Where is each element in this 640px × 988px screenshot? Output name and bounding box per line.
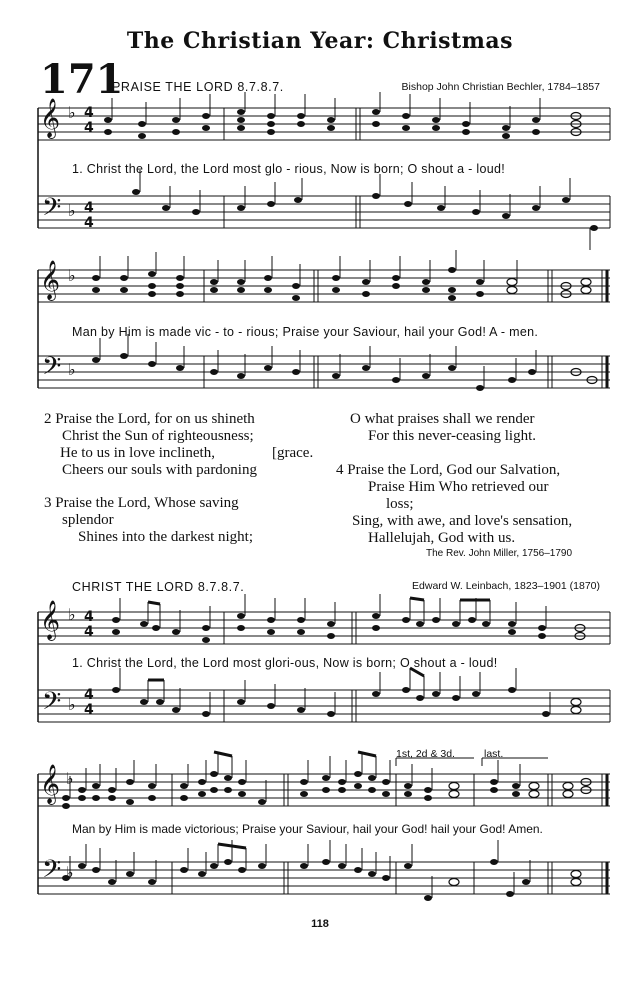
time-signature-upper: 4 [84, 105, 94, 121]
key-signature-flat-icon: ♭ [68, 605, 76, 624]
translator-credit: The Rev. John Miller, 1756–1790 [426, 548, 573, 559]
key-signature-flat-icon: ♭ [66, 769, 74, 788]
time-signature-lower: 4 [84, 624, 94, 640]
time-signature-upper: 4 [84, 609, 94, 625]
treble-clef-icon: 𝄞 [40, 764, 61, 804]
key-signature-flat-icon: ♭ [68, 266, 76, 285]
ending-label-last: last. [484, 748, 504, 760]
key-signature-flat-icon: ♭ [66, 863, 74, 882]
verse-3-line-2: splendor [62, 512, 114, 528]
verse-2-line-1: 2 Praise the Lord, for on us shineth [44, 411, 255, 427]
verse-3-line-1: 3 Praise the Lord, Whose saving [44, 495, 239, 511]
key-signature-flat-icon: ♭ [68, 201, 76, 220]
verse-4-line-1: 4 Praise the Lord, God our Salvation, [336, 462, 561, 478]
bass-clef-icon: 𝄢 [42, 193, 62, 228]
lyric-line-4: Man by Him is made victorious; Praise your Saviour, hail your God! hail your God! Amen. [72, 822, 543, 836]
key-signature-flat-icon: ♭ [68, 103, 76, 122]
verse-2-line-2: Christ the Sun of righteousness; [62, 428, 254, 444]
bass-clef-icon: 𝄢 [42, 855, 62, 890]
time-signature-upper-bass: 4 [84, 200, 94, 216]
verse-2-grace: [grace. [272, 445, 314, 461]
verse-2-line-3: He to us in love inclineth, [60, 445, 215, 461]
author-credit: Bishop John Christian Bechler, 1784–1857 [401, 81, 600, 93]
lyric-line-1: 1. Christ the Lord, the Lord most glo - rious, Now is born; O shout a - loud! [72, 162, 506, 176]
verse-4-line-4: Sing, with awe, and love's sensation, [352, 513, 573, 529]
tune-name: PRAISE THE LORD 8.7.8.7. [112, 80, 284, 94]
bass-clef-icon: 𝄢 [42, 352, 62, 387]
treble-clef-icon: 𝄞 [40, 600, 61, 640]
time-signature-upper-bass: 4 [84, 687, 94, 703]
verse-2 [44, 411, 257, 479]
verse-right-line-1: O what praises shall we render [350, 411, 535, 427]
composer-credit: Edward W. Leinbach, 1823–1901 (1870) [412, 580, 600, 592]
bass-clef-icon: 𝄢 [42, 687, 62, 722]
verse-2-continued [350, 411, 536, 445]
treble-clef-icon: 𝄞 [40, 260, 61, 300]
treble-clef-icon: 𝄞 [40, 98, 61, 138]
verse-4-line-5: Hallelujah, God with us. [368, 530, 516, 546]
verse-3 [44, 495, 253, 546]
tune-name: CHRIST THE LORD 8.7.8.7. [72, 580, 245, 594]
verse-right-line-2: For this never-ceasing light. [368, 428, 536, 444]
ending-label-first: 1st, 2d & 3d. [396, 748, 455, 760]
page-number: 118 [311, 918, 329, 930]
verse-4-line-3: loss; [386, 496, 414, 512]
page-title: The Christian Year: Christmas [126, 28, 514, 54]
verse-2-line-4: Cheers our souls with pardoning [62, 462, 257, 478]
verse-4-line-2: Praise Him Who retrieved our [368, 479, 549, 495]
hymn-number: 171 [40, 56, 124, 103]
music-system-4 [36, 764, 612, 910]
key-signature-flat-icon: ♭ [68, 360, 76, 379]
time-signature-lower-bass: 4 [84, 702, 94, 718]
lyric-line-2: Man by Him is made vic - to - rious; Praise your Saviour, hail your God! A - men. [72, 325, 539, 339]
key-signature-flat-icon: ♭ [68, 695, 76, 714]
verse-4 [336, 462, 572, 547]
time-signature-lower-bass: 4 [84, 215, 94, 231]
verse-3-line-3: Shines into the darkest night; [78, 529, 253, 545]
time-signature-lower: 4 [84, 120, 94, 136]
lyric-line-3: 1. Christ the Lord, the Lord most glori-ous, Now is born; O shout a - loud! [72, 656, 498, 670]
